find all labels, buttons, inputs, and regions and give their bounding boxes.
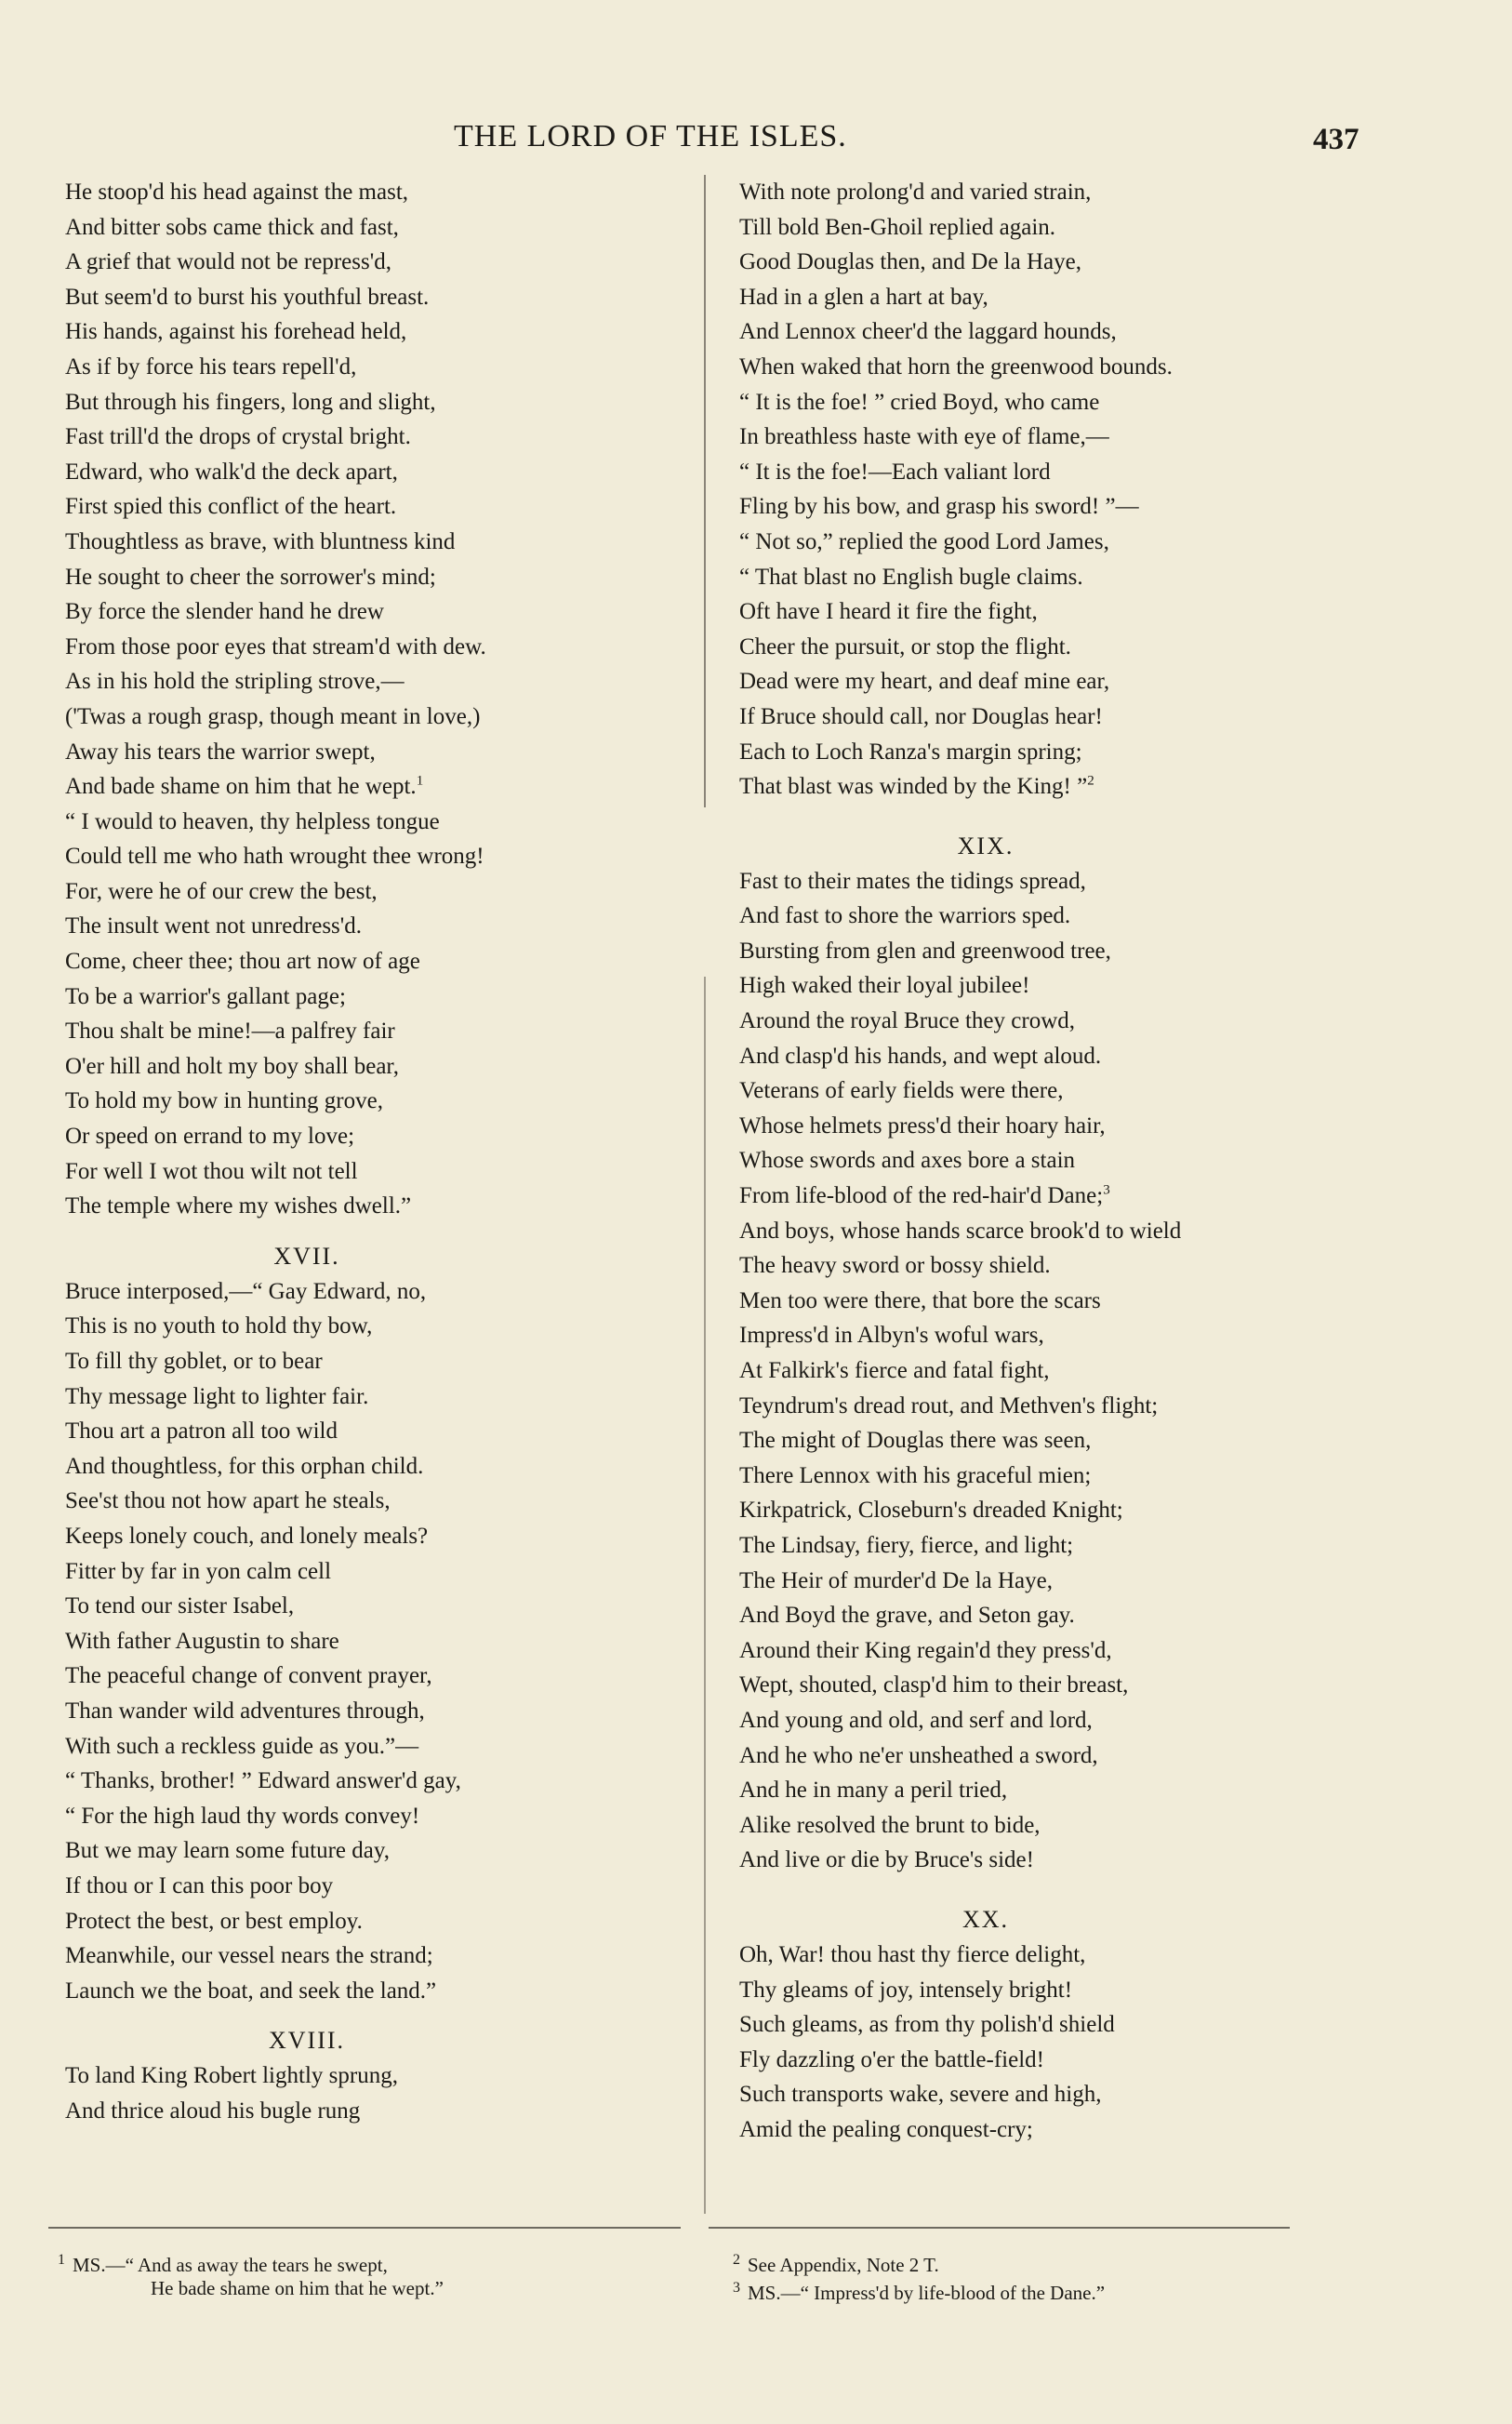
poem-line: Or speed on errand to my love; — [65, 1124, 355, 1150]
poem-line: Around the royal Bruce they crowd, — [739, 1008, 1075, 1034]
stanza-xviii-part-b — [739, 175, 1334, 769]
poem-line: With such a reckless guide as you.”— — [65, 1733, 419, 1759]
poem-line: From those poor eyes that stream'd with dew. — [65, 633, 486, 659]
poem-line: To hold my bow in hunting grove, — [65, 1088, 383, 1114]
poem-line: Come, cheer thee; thou art now of age — [65, 949, 420, 975]
poem-line: And he who ne'er unsheathed a sword, — [739, 1742, 1098, 1768]
poem-line: This is no youth to hold thy bow, — [65, 1313, 373, 1339]
poem-line: And thrice aloud his bugle rung — [65, 2098, 361, 2124]
footnote-2 — [733, 2246, 1105, 2274]
poem-line: Fly dazzling o'er the battle-field! — [739, 2046, 1044, 2072]
poem-line-with-footnote-ref — [65, 769, 660, 805]
page-header — [0, 119, 1512, 166]
poem-line: Around their King regain'd they press'd, — [739, 1637, 1112, 1663]
poem-line: Bursting from glen and greenwood tree, — [739, 938, 1111, 964]
poem-line: Could tell me who hath wrought thee wrong! — [65, 844, 484, 870]
poem-line: The insult went not unredress'd. — [65, 913, 363, 939]
poem-line: And clasp'd his hands, and wept aloud. — [739, 1043, 1102, 1069]
poem-line: The heavy sword or bossy shield. — [739, 1253, 1051, 1279]
poem-line: “ I would to heaven, thy helpless tongue — [65, 808, 440, 834]
poem-line: First spied this conflict of the heart. — [65, 494, 397, 520]
poem-line: “ That blast no English bugle claims. — [739, 564, 1083, 590]
right-column — [739, 175, 1334, 2147]
poem-line: Fitter by far in yon calm cell — [65, 1558, 332, 1584]
poem-line: “ Not so,” replied the good Lord James, — [739, 528, 1109, 554]
poem-line-text: From life-blood of the red-hair'd Dane; — [739, 1183, 1104, 1209]
poem-line-text: And bade shame on him that he wept. — [65, 774, 417, 800]
poem-line: Good Douglas then, and De la Haye, — [739, 249, 1081, 275]
poem-line: Had in a glen a hart at bay, — [739, 284, 988, 310]
poem-line: A grief that would not be repress'd, — [65, 249, 391, 275]
poem-line: Teyndrum's dread rout, and Methven's flight; — [739, 1392, 1159, 1418]
stanza-xix-part-a — [739, 864, 1334, 1179]
poem-line: Thou art a patron all too wild — [65, 1418, 338, 1445]
poem-line: “ For the high laud thy words convey! — [65, 1803, 420, 1829]
poem-line: Launch we the boat, and seek the land.” — [65, 1978, 437, 2004]
footnotes-left — [58, 2246, 444, 2302]
stanza-heading-xviii: XVIII. — [268, 2027, 346, 2055]
poem-line: But through his fingers, long and slight, — [65, 389, 436, 415]
poem-line: Thoughtless as brave, with bluntness kind — [65, 528, 456, 554]
poem-line: Edward, who walk'd the deck apart, — [65, 459, 398, 485]
poem-line: If thou or I can this poor boy — [65, 1872, 334, 1898]
footnote-ref: 2 — [1087, 773, 1094, 789]
footnote-1-continuation: He bade shame on him that he wept.” — [151, 2277, 444, 2299]
poem-line-with-footnote-ref — [739, 1179, 1334, 1214]
poem-line: At Falkirk's fierce and fatal fight, — [739, 1358, 1050, 1383]
poem-line: See'st thou not how apart he steals, — [65, 1488, 391, 1514]
poem-line: Thy gleams of joy, intensely bright! — [739, 1977, 1073, 2003]
poem-line: Fast to their mates the tidings spread, — [739, 868, 1086, 894]
footnote-3 — [733, 2274, 1105, 2302]
poem-line: Such gleams, as from thy polish'd shield — [739, 2012, 1115, 2038]
stanza-xvii — [65, 1274, 660, 2008]
poem-line: “ It is the foe! ” cried Boyd, who came — [739, 389, 1100, 415]
poem-line: But we may learn some future day, — [65, 1838, 390, 1864]
poem-line: Cheer the pursuit, or stop the flight. — [739, 633, 1071, 659]
poem-line: He sought to cheer the sorrower's mind; — [65, 564, 436, 590]
column-divider — [704, 977, 706, 2214]
footnote-ref: 1 — [416, 773, 424, 789]
poem-line: Than wander wild adventures through, — [65, 1698, 425, 1724]
stanza-heading-xx: XX. — [962, 1905, 1010, 1933]
poem-line: Fling by his bow, and grasp his sword! ”— — [739, 494, 1139, 520]
poem-line: Away his tears the warrior swept, — [65, 739, 376, 765]
footnote-number: 1 — [58, 2252, 65, 2268]
footnote-text: MS.—“ And as away the tears he swept, — [73, 2254, 388, 2276]
poem-line: Whose helmets press'd their hoary hair, — [739, 1112, 1106, 1139]
footnote-number: 3 — [733, 2280, 740, 2296]
poem-line: To tend our sister Isabel, — [65, 1593, 295, 1619]
poem-line: “ It is the foe!—Each valiant lord — [739, 459, 1051, 485]
poem-line: Veterans of early fields were there, — [739, 1078, 1064, 1104]
poem-line: And thoughtless, for this orphan child. — [65, 1453, 424, 1479]
poem-line: His hands, against his forehead held, — [65, 319, 407, 345]
footnote-text: See Appendix, Note 2 T. — [748, 2254, 939, 2276]
footnotes-right — [733, 2217, 1105, 2302]
poem-line: Keeps lonely couch, and lonely meals? — [65, 1523, 429, 1549]
poem-line: And bitter sobs came thick and fast, — [65, 214, 399, 240]
stanza-xvi-part-b — [65, 805, 660, 1224]
running-title: THE LORD OF THE ISLES. — [454, 119, 847, 153]
poem-line: With father Augustin to share — [65, 1628, 339, 1654]
poem-line: Alike resolved the brunt to bide, — [739, 1812, 1041, 1838]
poem-line: The peaceful change of convent prayer, — [65, 1663, 432, 1689]
poem-line: Each to Loch Ranza's margin spring; — [739, 739, 1082, 765]
poem-line: Thy message light to lighter fair. — [65, 1383, 369, 1409]
poem-line: Impress'd in Albyn's woful wars, — [739, 1323, 1044, 1349]
poem-line: To fill thy goblet, or to bear — [65, 1349, 323, 1374]
poem-line: Men too were there, that bore the scars — [739, 1287, 1101, 1313]
stanza-heading-xix: XIX. — [957, 832, 1015, 859]
poem-line-with-footnote-ref — [739, 769, 1334, 805]
poem-line: For well I wot thou wilt not tell — [65, 1158, 358, 1184]
poem-line: Till bold Ben-Ghoil replied again. — [739, 214, 1056, 240]
poem-line: O'er hill and holt my boy shall bear, — [65, 1053, 399, 1079]
poem-line: And live or die by Bruce's side! — [739, 1847, 1034, 1873]
footnote-rule-left — [48, 2227, 681, 2229]
column-divider — [704, 175, 706, 807]
poem-line: By force the slender hand he drew — [65, 599, 384, 625]
poem-line: He stoop'd his head against the mast, — [65, 180, 409, 205]
poem-line: And young and old, and serf and lord, — [739, 1707, 1093, 1733]
poem-line: “ Thanks, brother! ” Edward answer'd gay, — [65, 1768, 461, 1794]
footnote-1 — [58, 2246, 444, 2274]
poem-line: If Bruce should call, nor Douglas hear! — [739, 703, 1103, 729]
poem-line: Kirkpatrick, Closeburn's dreaded Knight; — [739, 1498, 1123, 1524]
poem-line: Oh, War! thou hast thy fierce delight, — [739, 1941, 1086, 1967]
poem-line: Dead were my heart, and deaf mine ear, — [739, 669, 1110, 695]
poem-line: Such transports wake, severe and high, — [739, 2082, 1102, 2108]
poem-line: And Lennox cheer'd the laggard hounds, — [739, 319, 1117, 345]
left-column — [65, 175, 660, 2128]
poem-line: For, were he of our crew the best, — [65, 878, 378, 904]
poem-line: And Boyd the grave, and Seton gay. — [739, 1603, 1075, 1629]
poem-line: And boys, whose hands scarce brook'd to wield — [739, 1218, 1182, 1244]
stanza-xix-part-b — [739, 1214, 1334, 1878]
footnote-ref: 3 — [1103, 1182, 1110, 1198]
poem-line: Fast trill'd the drops of crystal bright. — [65, 424, 411, 450]
poem-line: The Heir of murder'd De la Haye, — [739, 1567, 1053, 1593]
stanza-heading-xvii: XVII. — [273, 1242, 340, 1270]
poem-line: There Lennox with his graceful mien; — [739, 1462, 1092, 1488]
poem-line: As in his hold the stripling strove,— — [65, 669, 405, 695]
footnote-text: MS.—“ Impress'd by life-blood of the Dane.” — [748, 2282, 1106, 2304]
poem-line: Thou shalt be mine!—a palfrey fair — [65, 1019, 395, 1045]
poem-line: Wept, shouted, clasp'd him to their breast, — [739, 1672, 1129, 1698]
stanza-xviii-part-a — [65, 2058, 660, 2128]
poem-line: ('Twas a rough grasp, though meant in love,) — [65, 703, 481, 729]
poem-line: And he in many a peril tried, — [739, 1778, 1008, 1804]
page-number: 437 — [1313, 123, 1359, 156]
stanza-xx — [739, 1938, 1334, 2148]
poem-line: Meanwhile, our vessel nears the strand; — [65, 1943, 433, 1969]
poem-line: As if by force his tears repell'd, — [65, 353, 357, 380]
poem-line: Oft have I heard it fire the fight, — [739, 599, 1038, 625]
poem-line: To be a warrior's gallant page; — [65, 983, 346, 1009]
poem-line: The Lindsay, fiery, fierce, and light; — [739, 1532, 1074, 1558]
poem-line: Protect the best, or best employ. — [65, 1908, 363, 1934]
stanza-xvi-part-a — [65, 175, 660, 769]
poem-line: When waked that horn the greenwood bounds. — [739, 353, 1173, 380]
poem-line: The temple where my wishes dwell.” — [65, 1193, 412, 1219]
poem-line: And fast to shore the warriors sped. — [739, 903, 1071, 929]
footnote-number: 2 — [733, 2252, 740, 2268]
poem-line-text: That blast was winded by the King! ” — [739, 774, 1088, 800]
poem-line: Amid the pealing conquest-cry; — [739, 2116, 1033, 2142]
poem-line: High waked their loyal jubilee! — [739, 973, 1030, 999]
poem-line: But seem'd to burst his youthful breast. — [65, 284, 430, 310]
poem-line: With note prolong'd and varied strain, — [739, 180, 1092, 205]
poem-line: In breathless haste with eye of flame,— — [739, 424, 1109, 450]
poem-line: To land King Robert lightly sprung, — [65, 2063, 398, 2089]
poem-line: Whose swords and axes bore a stain — [739, 1148, 1076, 1174]
poem-line: Bruce interposed,—“ Gay Edward, no, — [65, 1278, 427, 1304]
poem-line: The might of Douglas there was seen, — [739, 1428, 1092, 1454]
